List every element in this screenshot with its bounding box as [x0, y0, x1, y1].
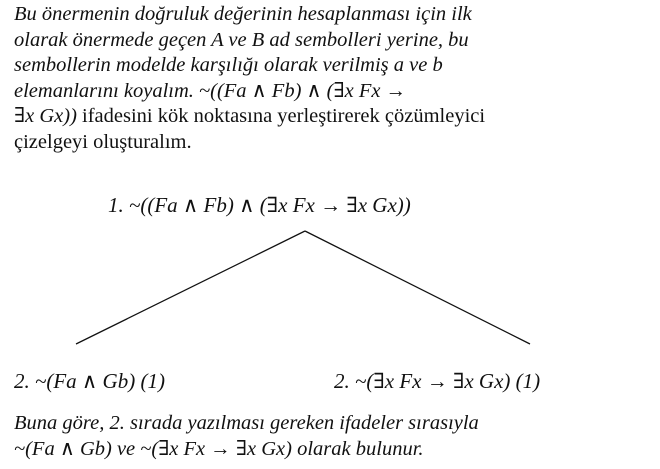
- intro-line-4: elemanlarını koyalım. ~((Fa ∧ Fb) ∧ (∃x Fx →: [14, 79, 407, 102]
- intro-line-5-text: ifadesini kök noktasına yerleştirerek çözümleyici: [76, 105, 486, 128]
- conclusion-line-1: Buna göre, 2. sırada yazılması gereken ifadeler sırasıyla: [14, 412, 479, 434]
- intro-line-6: çizelgeyi oluşturalım.: [14, 130, 192, 153]
- intro-line-5-formula: ∃x Gx)): [14, 105, 77, 128]
- right-branch-line: [305, 231, 530, 344]
- tree-root-formula: 1. ~((Fa ∧ Fb) ∧ (∃x Fx → ∃x Gx)): [108, 193, 411, 217]
- intro-line-1: Bu önermenin doğruluk değerinin hesaplanması için ilk: [14, 3, 472, 25]
- intro-paragraph: [14, 2, 654, 156]
- intro-line-2: olarak önermede geçen A ve B ad sembolleri yerine, bu: [14, 28, 469, 51]
- intro-line-3: sembollerin modelde karşılığı olarak verilmiş a ve b: [14, 54, 443, 77]
- conclusion-line-2: ~(Fa ∧ Gb) ve ~(∃x Fx → ∃x Gx) olarak bulunur.: [14, 438, 424, 460]
- intro-line-5: [14, 104, 654, 130]
- tree-right-formula: 2. ~(∃x Fx → ∃x Gx) (1): [334, 369, 541, 393]
- left-branch-line: [76, 231, 305, 344]
- tree-left-formula: 2. ~(Fa ∧ Gb) (1): [14, 369, 165, 393]
- conclusion-paragraph: [14, 410, 654, 462]
